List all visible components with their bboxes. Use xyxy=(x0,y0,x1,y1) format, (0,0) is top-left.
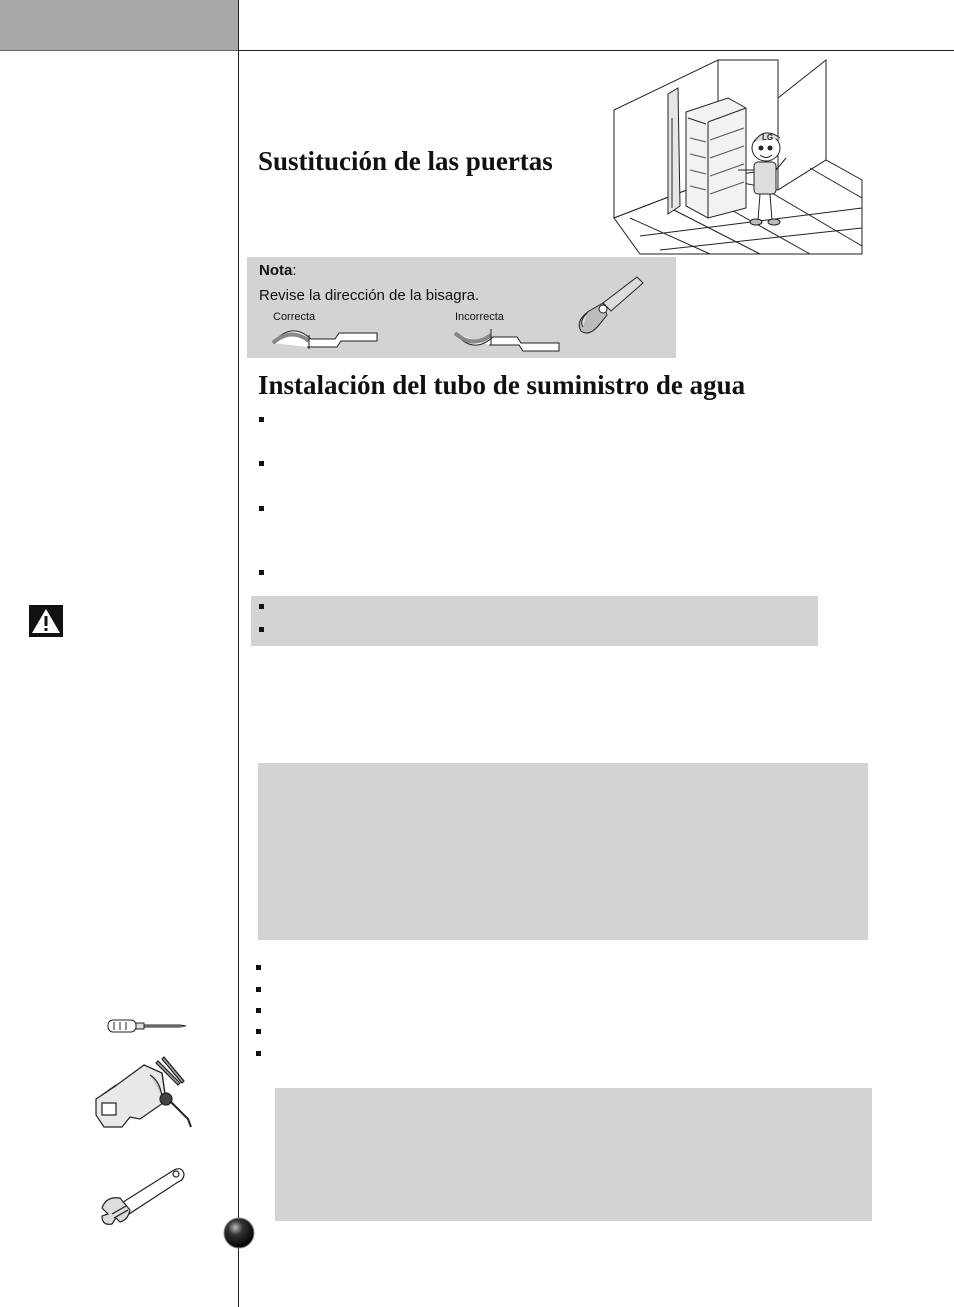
list-bullet xyxy=(259,627,264,632)
list-bullet xyxy=(256,1051,261,1056)
note-box: Nota: Revise la dirección de la bisagra. Correcta Incorrecta xyxy=(247,257,676,358)
hinge-incorrect-diagram xyxy=(453,323,563,353)
pliers-icon xyxy=(573,273,645,335)
header-rule xyxy=(238,50,954,51)
list-bullet xyxy=(259,604,264,609)
section-title-water-pipe: Instalación del tubo de suministro de agua xyxy=(258,370,746,400)
list-bullet xyxy=(259,506,264,511)
warning-triangle-icon xyxy=(29,605,63,637)
list-bullet xyxy=(259,461,264,466)
refrigerator-room-illustration xyxy=(610,58,865,256)
adjustable-wrench-icon xyxy=(98,1162,188,1232)
electric-drill-icon xyxy=(92,1055,194,1131)
page-marker-icon xyxy=(222,1216,256,1250)
warning-box xyxy=(251,596,818,646)
list-bullet xyxy=(256,1008,261,1013)
caption-correct: Correcta xyxy=(273,311,316,323)
info-panel xyxy=(258,763,868,940)
header-tab xyxy=(0,0,238,51)
section-title-door-replacement: Sustitución de las puertas xyxy=(258,146,553,176)
screwdriver-icon xyxy=(106,1016,188,1036)
caption-incorrect: Incorrecta xyxy=(455,311,504,323)
brand-badge: LG xyxy=(762,133,774,142)
note-label: Nota xyxy=(259,262,293,279)
list-bullet xyxy=(256,987,261,992)
margin-rule xyxy=(238,0,239,1307)
note-text: Revise la dirección de la bisagra. xyxy=(259,287,480,304)
list-bullet xyxy=(259,417,264,422)
info-panel xyxy=(275,1088,872,1221)
list-bullet xyxy=(256,965,261,970)
list-bullet xyxy=(256,1029,261,1034)
hinge-correct-diagram xyxy=(271,323,381,349)
list-bullet xyxy=(259,570,264,575)
